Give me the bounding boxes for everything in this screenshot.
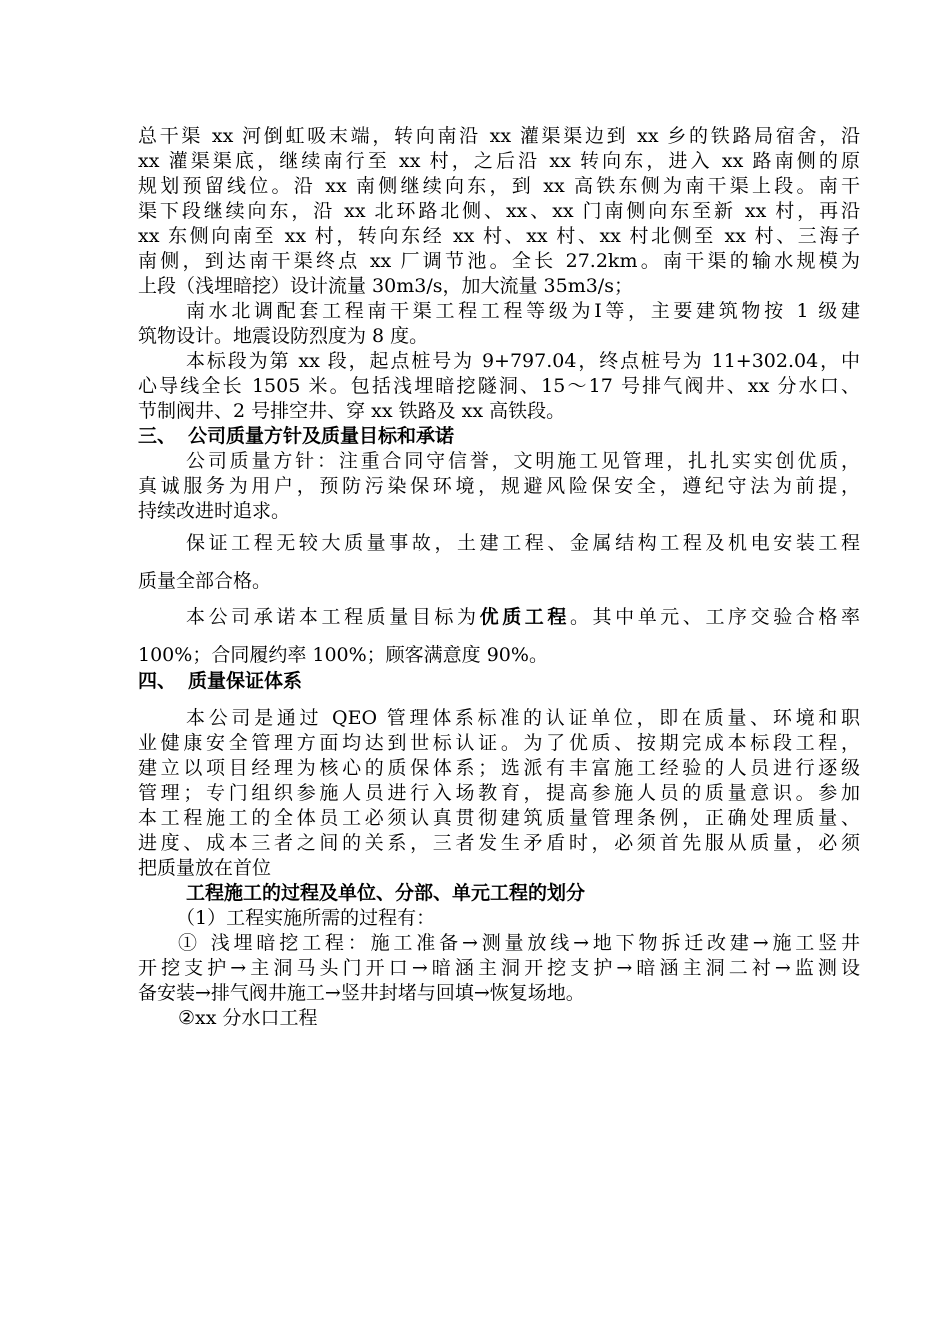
text-line: 公司质量方针：注重合同守信誉，文明施工见管理，扎扎实实创优质， <box>186 450 860 472</box>
text-line: 渠下段继续向东，沿 xx 北环路北侧、xx、xx 门南侧向东至新 xx 村，再沿 <box>138 200 860 222</box>
section-heading-3 <box>138 424 454 449</box>
text-line: 100%；合同履约率 100%；顾客满意度 90%。 <box>138 644 548 666</box>
text-line: 规划预留线位。沿 xx 南侧继续向东，到 xx 高铁东侧为南干渠上段。南干 <box>138 175 860 197</box>
text-line: xx 灌渠渠底，继续南行至 xx 村，之后沿 xx 转向东，进入 xx 路南侧的原 <box>138 150 860 172</box>
text-line: 南侧，到达南干渠终点 xx 厂调节池。全长 27.2km。南干渠的输水规模为 <box>138 250 860 272</box>
heading-title: 公司质量方针及质量目标和承诺 <box>188 425 455 447</box>
text-line: xx 东侧向南至 xx 村，转向东经 xx 村、xx 村、xx 村北侧至 xx 村、三海子 <box>138 225 860 247</box>
text-line <box>138 598 860 636</box>
text-line: 开挖支护→主洞马头门开口→暗涵主洞开挖支护→暗涵主洞二衬→监测设 <box>138 957 860 979</box>
text-line: 心导线全长 1505 米。包括浅埋暗挖隧洞、15～17 号排气阀井、xx 分水口、 <box>138 375 860 397</box>
text-line: 备安装→排气阀井施工→竖井封堵与回填→恢复场地。 <box>138 982 585 1004</box>
text-line: 把质量放在首位 <box>138 857 272 879</box>
text-line: 建立以项目经理为核心的质保体系；选派有丰富施工经验的人员进行逐级 <box>138 757 860 779</box>
text-line: 业健康安全管理方面均达到世标认证。为了优质、按期完成本标段工程， <box>138 732 860 754</box>
heading-title: 质量保证体系 <box>188 670 303 692</box>
list-item-diversion-outlet: ②xx 分水口工程 <box>178 1007 318 1029</box>
heading-number: 三、 <box>138 425 177 447</box>
text-line: 质量全部合格。 <box>138 570 272 592</box>
text-line: 本工程施工的全体员工必须认真贯彻建筑质量管理条例，正确处理质量、 <box>138 807 860 829</box>
paragraph-route-description <box>138 124 860 299</box>
text-line: 总干渠 xx 河倒虹吸末端，转向南沿 xx 灌渠渠边到 xx 乡的铁路局宿舍，沿 <box>138 125 860 147</box>
text-line: 南水北调配套工程南干渠工程工程等级为Ⅰ等，主要建筑物按 1 级建 <box>186 300 860 322</box>
text-line: 本公司是通过 QEO 管理体系标准的认证单位，即在质量、环境和职 <box>186 707 860 729</box>
text-line: 管理；专门组织参施人员进行入场教育，提高参施人员的质量意识。参加 <box>138 782 860 804</box>
paragraph-section-scope <box>138 349 860 424</box>
commitment-prefix: 本公司承诺本工程质量目标为 <box>186 606 480 628</box>
list-item-tunnel-process <box>138 931 860 1006</box>
text-line: 本标段为第 xx 段，起点桩号为 9+797.04，终点桩号为 11+302.04，中 <box>186 350 860 372</box>
commitment-goal: 优质工程 <box>479 606 570 628</box>
text-line: 节制阀井、2 号排空井、穿 xx 铁路及 xx 高铁段。 <box>138 400 566 422</box>
commitment-suffix: 。其中单元、工序交验合格率 <box>569 606 860 628</box>
paragraph-project-grade <box>138 299 860 349</box>
text-line: 上段（浅埋暗挖）设计流量 30m3/s，加大流量 35m3/s； <box>138 275 633 297</box>
paragraph-quality-policy <box>138 449 860 524</box>
heading-number: 四、 <box>138 670 177 692</box>
paragraph-quality-commitment <box>138 598 860 674</box>
text-line: 真诚服务为用户，预防污染保环境，规避风险保安全，遵纪守法为前提， <box>138 475 860 497</box>
list-item-process-header: （1）工程实施所需的过程有： <box>176 907 436 929</box>
subheading-process-division: 工程施工的过程及单位、分部、单元工程的划分 <box>186 882 586 904</box>
section-heading-4 <box>138 669 302 694</box>
text-line: 筑物设计。地震设防烈度为 8 度。 <box>138 325 429 347</box>
text-line: 保证工程无较大质量事故，土建工程、金属结构工程及机电安装工程 <box>186 532 860 554</box>
text-line: 持续改进时追求。 <box>138 500 291 522</box>
text-line: 进度、成本三者之间的关系，三者发生矛盾时，必须首先服从质量，必须 <box>138 832 860 854</box>
paragraph-quality-system <box>138 706 860 881</box>
paragraph-quality-guarantee <box>138 524 860 600</box>
text-line: ① 浅埋暗挖工程：施工准备→测量放线→地下物拆迁改建→施工竖井 <box>178 932 860 954</box>
